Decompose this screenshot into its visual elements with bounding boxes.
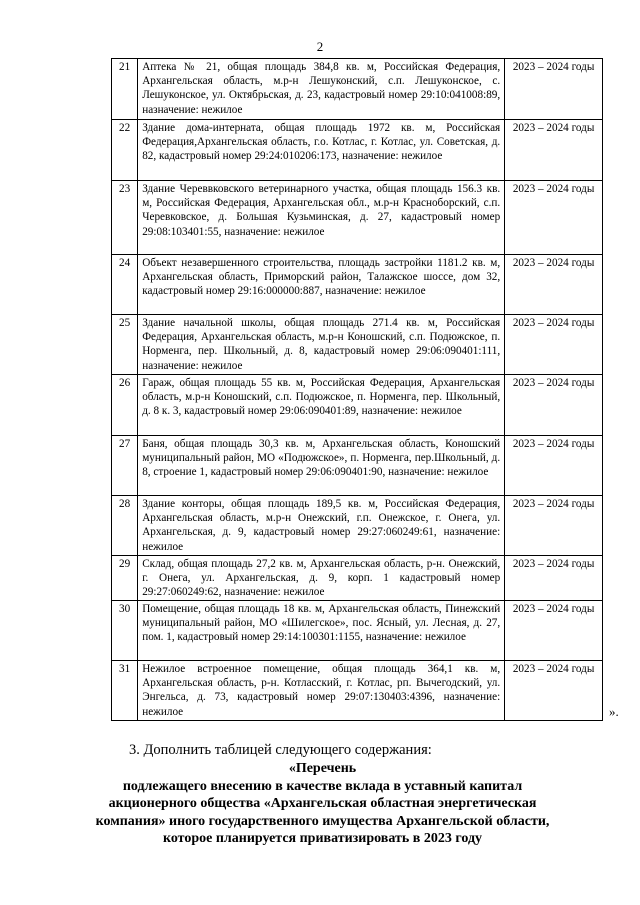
row-number: 22 — [112, 120, 138, 181]
privatization-period: 2023 – 2024 годы — [505, 601, 603, 661]
table-row — [112, 601, 603, 661]
page-number: 2 — [316, 39, 324, 54]
row-number: 28 — [112, 496, 138, 556]
row-number: 26 — [112, 375, 138, 436]
privatization-period: 2023 – 2024 годы — [505, 315, 603, 375]
title-line: «Перечень — [288, 761, 357, 776]
property-description: Здание дома-интерната, общая площадь 1972 кв. м, Российская Федерация,Архангельская область, г.о. Котлас, г. Котлас, ул. Советская, д. 82, кадастровый номер 29:24:010206:173, назначение: нежилое — [138, 120, 505, 181]
row-number: 25 — [112, 315, 138, 375]
property-description: Баня, общая площадь 30,3 кв. м, Архангельская область, Коношский муниципальный район, МО «Подюжское», п. Норменга, пер.Школьный, д. 8, строение 1, кадастровый номер 29:06:090401:90, назначение: нежилое — [138, 436, 505, 496]
privatization-period: 2023 – 2024 годы — [505, 255, 603, 315]
property-description: Здание конторы, общая площадь 189,5 кв. м, Российская Федерация, Архангельская область, м.р-н Онежский, г.п. Онежское, г. Онега, ул. Архангельская, д. 9, кадастровый номер 29:27:060249:61, назначение: нежилое — [138, 496, 505, 556]
property-description: Склад, общая площадь 27,2 кв. м, Архангельская область, р-н. Онежский, г. Онега, ул. Архангельская, д. 9, корп. 1 кадастровый номер 29:27:060249:62, назначение: нежилое — [138, 556, 505, 601]
title-line: подлежащего внесению в качестве вклада в уставный капитал — [122, 778, 523, 794]
title-line: которое планируется приватизировать в 2023 году — [162, 831, 483, 846]
property-description: Аптека № 21, общая площадь 384,8 кв. м, Российская Федерация, Архангельская область, м.р-н Лешуконский, с.п. Лешуконское, с. Лешуконское, ул. Октябрьская, д. 23, кадастровый номер 29:10:041008:89, назначение: нежилое — [138, 59, 505, 120]
closing-quote-mark: ». — [609, 704, 619, 719]
privatization-period: 2023 – 2024 годы — [505, 375, 603, 436]
table-row — [112, 375, 603, 436]
table-row — [112, 496, 603, 556]
row-number: 31 — [112, 661, 138, 721]
table-row — [112, 255, 603, 315]
privatization-period: 2023 – 2024 годы — [505, 556, 603, 601]
table-row — [112, 181, 603, 255]
row-number: 27 — [112, 436, 138, 496]
table-row — [112, 120, 603, 181]
row-number: 23 — [112, 181, 138, 255]
property-description: Здание начальной школы, общая площадь 271.4 кв. м, Российская Федерация, Архангельская область, м.р-н Коношский, с.п. Подюжское, п. Норменга, пер. Школьный, д. 8, кадастровый номер 29:06:090401:111, назначение: нежилое — [138, 315, 505, 375]
privatization-period: 2023 – 2024 годы — [505, 661, 603, 721]
table-row — [112, 661, 603, 721]
table-row — [112, 315, 603, 375]
row-number: 29 — [112, 556, 138, 601]
title-line: акционерного общества «Архангельская областная энергетическая — [108, 796, 537, 811]
privatization-period: 2023 – 2024 годы — [505, 436, 603, 496]
table-row — [112, 436, 603, 496]
list-title — [70, 760, 575, 848]
privatization-period: 2023 – 2024 годы — [505, 59, 603, 120]
title-line: компания» иного государственного имущества Архангельской области, — [95, 813, 550, 829]
row-number: 30 — [112, 601, 138, 661]
property-description: Объект незавершенного строительства, площадь застройки 1181.2 кв. м, Архангельская область, Приморский район, Талажское шоссе, дом 32, кадастровый номер 29:16:000000:887, назначение: нежилое — [138, 255, 505, 315]
row-number: 21 — [112, 59, 138, 120]
privatization-period: 2023 – 2024 годы — [505, 120, 603, 181]
row-number: 24 — [112, 255, 138, 315]
property-table — [111, 58, 603, 721]
property-description: Гараж, общая площадь 55 кв. м, Российская Федерация, Архангельская область, м.р-н Коношский, с.п. Подюжское, п. Норменга, пер. Школьный, д. 8 к. 3, кадастровый номер 29:06:090401:89, назначение: нежилое — [138, 375, 505, 436]
privatization-period: 2023 – 2024 годы — [505, 181, 603, 255]
table-row — [112, 59, 603, 120]
privatization-period: 2023 – 2024 годы — [505, 496, 603, 556]
property-description: Нежилое встроенное помещение, общая площадь 364,1 кв. м, Архангельская область, р-н. Котласский, г. Котлас, рп. Вычегодский, ул. Энгельса, д. 73, кадастровый номер 29:07:130403:4396, назначение: нежилое — [138, 661, 505, 721]
property-description: Помещение, общая площадь 18 кв. м, Архангельская область, Пинежский муниципальный район, МО «Шилегское», пос. Ясный, ул. Лесная, д. 27, пом. 1, кадастровый номер 29:14:100301:1155, назначение: нежилое — [138, 601, 505, 661]
amendment-paragraph: 3. Дополнить таблицей следующего содержания: — [129, 742, 432, 758]
table-row — [112, 556, 603, 601]
property-description: Здание Череввковского ветеринарного участка, общая площадь 156.3 кв. м, Российская Федерация, Архангельская обл., м.р-н Красноборский, с.п. Черевковское, д. Большая Кузьминская, д. 27, кадастровый номер 29:08:103401:55, назначение: нежилое — [138, 181, 505, 255]
